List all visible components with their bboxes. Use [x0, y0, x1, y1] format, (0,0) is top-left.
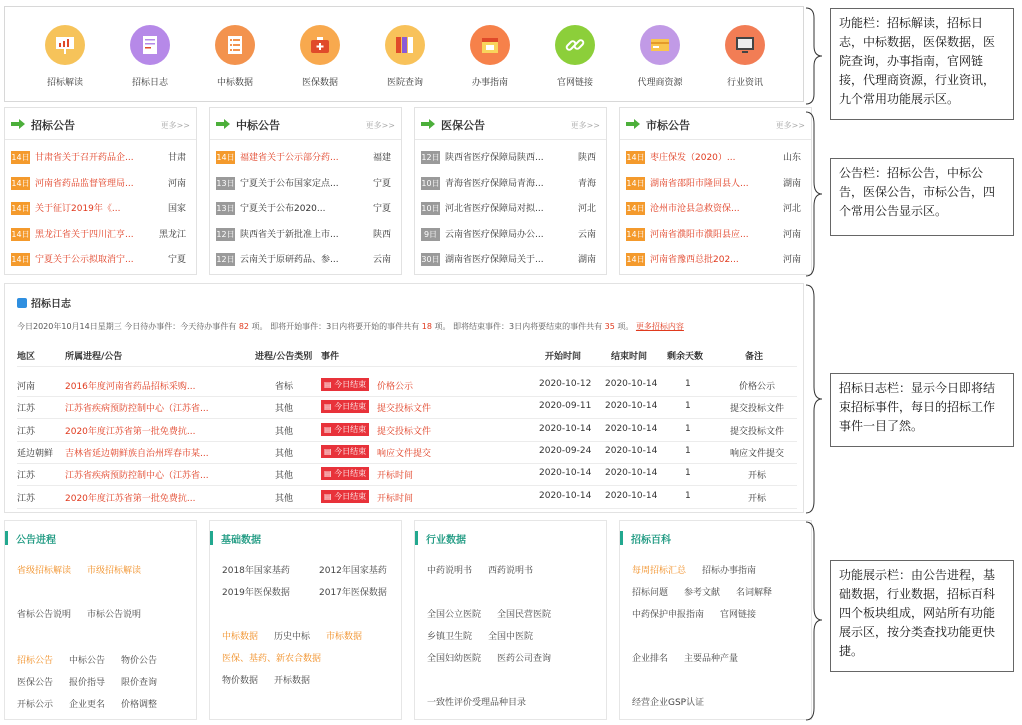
panel-link[interactable]: 中标公告 [69, 656, 106, 666]
announcement-link[interactable]: 宁夏关于公示拟取消宁... [35, 255, 134, 265]
cell-event[interactable]: 价格公示 [377, 382, 414, 392]
func-item-guide[interactable] [450, 25, 530, 88]
more-bid-link[interactable]: 更多招标内容 [635, 322, 684, 331]
arrow-right-icon [11, 119, 25, 129]
announcement-link[interactable]: 河南省濮阳市濮阳县应... [650, 229, 749, 240]
divider [17, 463, 797, 464]
announcement-link[interactable]: 关于征订2019年《... [35, 204, 121, 214]
panel-link[interactable]: 开标公示 [17, 700, 54, 710]
chart-board-icon [45, 25, 85, 65]
cell-event[interactable]: 开标时间 [377, 493, 414, 504]
region-label: 黑龙江 [158, 229, 186, 240]
panel-link[interactable]: 市标数据 [326, 632, 363, 642]
monitor-icon [725, 25, 765, 65]
panel-link[interactable]: 市级招标解读 [87, 566, 142, 576]
date-badge: 12日 [216, 255, 235, 264]
divider [17, 396, 797, 397]
panel-link[interactable]: 企业更名 [69, 700, 106, 710]
announcement-title[interactable]: 中标公告 [236, 119, 280, 132]
panel-link[interactable]: 2019年医保数据 [222, 588, 290, 598]
panel-link[interactable]: 价格调整 [121, 700, 158, 710]
col-header: 事件 [321, 352, 340, 362]
announcement-link[interactable]: 云南关于原研药品、参... [240, 255, 339, 265]
announcement-link[interactable]: 湖南省邵阳市隆回县人... [650, 178, 749, 189]
edit-icon: ▤ [324, 491, 332, 501]
status-badge: ▤ 今日结束 [321, 490, 369, 503]
func-item-hospital-query[interactable] [365, 25, 445, 88]
table-row[interactable] [5, 443, 805, 463]
panel-link[interactable]: 每周招标汇总 [632, 566, 687, 576]
col-header: 进程/公告类别 [255, 352, 313, 362]
col-header: 剩余天数 [667, 352, 704, 362]
panel-link[interactable]: 2012年国家基药 [319, 566, 387, 576]
announcement-row[interactable] [11, 252, 192, 268]
cell-start: 2020-10-14 [539, 468, 592, 479]
date-badge: 14日 [11, 178, 30, 188]
date-badge: 14日 [11, 229, 30, 239]
func-item-bid-log[interactable] [110, 25, 190, 88]
panel-link[interactable]: 全国公立医院 [427, 610, 482, 620]
func-label: 官网链接 [556, 78, 593, 88]
cell-type: 其他 [275, 426, 294, 437]
announcement-row[interactable] [626, 252, 807, 268]
announcement-row[interactable] [11, 201, 192, 217]
func-label: 行业资讯 [726, 78, 763, 88]
region-label: 宁夏 [372, 204, 391, 214]
list-icon [215, 25, 255, 65]
panel-link[interactable]: 经营企业GSP认证 [632, 698, 705, 708]
cell-project[interactable]: 2020年度江苏省第一批免费抗... [65, 426, 196, 437]
announcement-row[interactable] [626, 150, 807, 166]
col-header: 地区 [17, 352, 36, 362]
date-badge: 14日 [11, 153, 30, 162]
bid-log-title: 招标日志 [17, 295, 71, 310]
func-item-winning-data[interactable] [195, 25, 275, 88]
panel-title: 招标百科 [620, 531, 671, 545]
status-badge: ▤ 今日结束 [321, 445, 369, 458]
bid-log-summary: 今日2020年10月14日星期三 今日待办事件：今天待办事件有 82 项。 即将开始事件：3日内将要开始的事件共有 18 项。 即将结束事件：3日内将要结束的事件共有 35 项。 更多招标内容 [17, 322, 684, 331]
panel-link[interactable]: 市标公告说明 [87, 610, 142, 620]
announcement-row[interactable] [626, 176, 807, 192]
date-badge: 13日 [216, 178, 235, 188]
function-panel [4, 520, 197, 720]
announcement-link[interactable]: 云南省医疗保障局办公... [445, 229, 544, 240]
link-icon [555, 25, 595, 65]
panel-link[interactable]: 招标问题 [632, 588, 669, 598]
date-badge: 14日 [626, 204, 645, 213]
panel-link[interactable]: 医保公告 [17, 678, 54, 688]
panel-link[interactable]: 中药说明书 [427, 566, 473, 576]
today-count[interactable]: 82 [238, 322, 249, 331]
edit-icon: ▤ [324, 402, 332, 412]
func-label: 办事指南 [471, 78, 508, 88]
panel-link[interactable]: 物价公告 [121, 656, 158, 666]
func-item-agent-resources[interactable] [620, 25, 700, 88]
region-label: 陕西 [577, 153, 596, 163]
note-announcement-bar: 公告栏：招标公告，中标公告，医保公告，市标公告，四个常用公告显示区。 [830, 158, 1014, 236]
date-badge: 10日 [421, 204, 440, 213]
cell-start: 2020-10-14 [539, 490, 592, 501]
announcement-row[interactable] [626, 227, 807, 243]
cell-event[interactable]: 提交投标文件 [377, 404, 432, 415]
cell-region: 江苏 [17, 471, 36, 482]
announcement-row[interactable] [11, 227, 192, 243]
announcement-row[interactable] [216, 252, 397, 268]
announcement-link[interactable]: 福建省关于公示部分药... [240, 153, 339, 163]
cell-event[interactable]: 提交投标文件 [377, 426, 432, 437]
status-badge: ▤ 今日结束 [321, 378, 369, 391]
cell-note: 价格公示 [738, 382, 775, 392]
panel-link[interactable]: 西药说明书 [488, 566, 534, 576]
table-row[interactable] [5, 376, 805, 396]
announcement-row[interactable] [421, 252, 602, 268]
cards-icon [640, 25, 680, 65]
cell-end: 2020-10-14 [605, 468, 658, 479]
announcement-link[interactable]: 河南省药品监督管理局... [35, 178, 134, 189]
date-badge: 14日 [626, 255, 645, 264]
announcement-header [620, 108, 811, 140]
announcement-link[interactable]: 甘肃省关于召开药品企... [35, 153, 134, 163]
region-label: 湖南 [782, 178, 801, 189]
panel-link[interactable]: 医药公司查询 [497, 654, 552, 664]
bid-log-panel [4, 283, 804, 513]
announcement-row[interactable] [11, 150, 192, 166]
panel-link[interactable]: 招标公告 [17, 656, 54, 666]
announcement-row[interactable] [421, 201, 602, 217]
region-label: 宁夏 [167, 255, 186, 265]
panel-link[interactable]: 医保、基药、新农合数据 [222, 654, 322, 664]
table-row[interactable] [5, 488, 805, 508]
cell-type: 其他 [275, 448, 294, 459]
panel-link[interactable]: 全国民营医院 [497, 610, 552, 620]
brace-icon [804, 110, 826, 278]
edit-icon: ▤ [324, 469, 332, 479]
more-link[interactable]: 更多>> [365, 121, 395, 130]
announcement-header [415, 108, 606, 140]
panel-link[interactable]: 2017年医保数据 [319, 588, 387, 598]
cell-end: 2020-10-14 [605, 423, 658, 434]
cell-region: 河南 [17, 382, 36, 392]
col-header: 结束时间 [611, 352, 648, 362]
announcement-row[interactable] [216, 227, 397, 243]
date-badge: 13日 [216, 204, 235, 213]
func-item-bid-interpret[interactable] [25, 25, 105, 88]
announcement-link[interactable]: 河北省医疗保障局对拟... [445, 204, 544, 214]
date-badge: 14日 [11, 204, 30, 213]
panel-link[interactable]: 一致性评价受理品种目录 [427, 698, 527, 708]
cell-end: 2020-10-14 [605, 445, 658, 456]
more-link[interactable]: 更多>> [570, 121, 600, 130]
note-function-bar: 功能栏：招标解读，招标日志，中标数据，医保数据，医院查询，办事指南，官网链接，代理商资源，行业资讯，九个常用功能展示区。 [830, 8, 1014, 120]
region-label: 甘肃 [167, 153, 186, 163]
cell-region: 江苏 [17, 493, 36, 504]
status-badge: ▤ 今日结束 [321, 400, 369, 413]
region-label: 宁夏 [372, 178, 391, 189]
cell-type: 其他 [275, 493, 294, 504]
upcoming-count[interactable]: 18 [421, 322, 432, 331]
func-item-industry-news[interactable] [705, 25, 785, 88]
panel-link[interactable]: 物价数据 [222, 676, 259, 686]
announcement-row[interactable] [216, 176, 397, 192]
calendar-icon [470, 25, 510, 65]
date-badge: 10日 [421, 178, 440, 188]
cell-project[interactable]: 江苏省疾病预防控制中心（江苏省... [65, 471, 209, 482]
brace-icon [804, 520, 826, 722]
func-label: 医院查询 [386, 78, 423, 88]
cell-days: 1 [685, 401, 691, 412]
function-panel [414, 520, 607, 720]
announcement-box [619, 107, 812, 275]
date-badge: 14日 [626, 153, 645, 162]
region-label: 陕西 [372, 229, 391, 240]
func-label: 代理商资源 [637, 78, 683, 88]
folders-icon [385, 25, 425, 65]
date-badge: 9日 [421, 228, 440, 241]
panel-link[interactable]: 2018年国家基药 [222, 566, 290, 576]
region-label: 河南 [167, 178, 186, 189]
checkbox-icon [17, 298, 27, 308]
date-badge: 12日 [421, 153, 440, 162]
function-bar [4, 6, 804, 102]
announcement-row[interactable] [421, 227, 602, 243]
region-label: 河南 [782, 255, 801, 265]
cell-note: 提交投标文件 [729, 404, 784, 415]
cell-project[interactable]: 2016年度河南省药品招标采购... [65, 382, 196, 392]
cell-end: 2020-10-14 [605, 379, 658, 389]
func-label: 招标解读 [46, 78, 83, 88]
announcement-title[interactable]: 市标公告 [646, 119, 690, 132]
cell-start: 2020-10-12 [539, 379, 592, 389]
cell-start: 2020-09-24 [539, 445, 592, 456]
cell-type: 其他 [275, 471, 294, 482]
region-label: 河北 [782, 204, 801, 214]
announcement-link[interactable]: 青海省医疗保障局青海... [445, 178, 544, 189]
cell-days: 1 [685, 379, 691, 389]
cell-note: 开标 [747, 493, 766, 504]
divider [17, 485, 797, 486]
cell-region: 江苏 [17, 426, 36, 437]
announcement-row[interactable] [11, 176, 192, 192]
panel-link[interactable]: 省标公告说明 [17, 610, 72, 620]
announcement-title[interactable]: 医保公告 [441, 119, 485, 132]
region-label: 云南 [577, 229, 596, 240]
edit-icon: ▤ [324, 424, 332, 434]
announcement-link[interactable]: 湖南省医疗保障局关于... [445, 255, 544, 265]
region-label: 河北 [577, 204, 596, 214]
announcement-link[interactable]: 河南省豫西总批202... [650, 255, 739, 265]
panel-link[interactable]: 中药保护申报指南 [632, 610, 705, 620]
note-function-display: 功能展示栏：由公告进程，基础数据，行业数据，招标百科四个板块组成，网站所有功能展示区，按分类查找功能更快捷。 [830, 560, 1014, 672]
panel-title: 公告进程 [5, 531, 56, 545]
panel-title: 行业数据 [415, 531, 466, 545]
panel-link[interactable]: 参考文献 [684, 588, 721, 598]
panel-link[interactable]: 省级招标解读 [17, 566, 72, 576]
date-badge: 14日 [11, 255, 30, 264]
announcement-box [4, 107, 197, 275]
arrow-right-icon [421, 119, 435, 129]
func-label: 中标数据 [216, 78, 253, 88]
panel-link[interactable]: 招标办事指南 [702, 566, 757, 576]
cell-type: 其他 [275, 404, 294, 415]
status-badge: ▤ 今日结束 [321, 467, 369, 480]
date-badge: 14日 [626, 229, 645, 239]
region-label: 山东 [782, 153, 801, 163]
announcement-row[interactable] [216, 201, 397, 217]
panel-title: 基础数据 [210, 531, 261, 545]
cell-type: 省标 [275, 382, 294, 392]
table-row[interactable] [5, 421, 805, 441]
cell-note: 响应文件提交 [729, 448, 784, 459]
col-header: 开始时间 [545, 352, 582, 362]
panel-link[interactable]: 全国中医院 [488, 632, 534, 642]
edit-icon: ▤ [324, 446, 332, 456]
announcement-header [210, 108, 401, 140]
panel-link[interactable]: 历史中标 [274, 632, 311, 642]
panel-link[interactable]: 名词解释 [736, 588, 773, 598]
announcement-row[interactable] [626, 201, 807, 217]
cell-project[interactable]: 2020年度江苏省第一批免费抗... [65, 493, 196, 504]
col-header: 备注 [745, 352, 764, 362]
region-label: 青海 [577, 178, 596, 189]
medkit-icon [300, 25, 340, 65]
table-row[interactable] [5, 465, 805, 485]
cell-event[interactable]: 开标时间 [377, 471, 414, 482]
func-item-insurance-data[interactable] [280, 25, 360, 88]
arrow-right-icon [626, 119, 640, 129]
region-label: 河南 [782, 229, 801, 240]
more-link[interactable]: 更多>> [775, 121, 805, 130]
announcement-row[interactable] [421, 176, 602, 192]
date-badge: 14日 [626, 178, 645, 188]
panel-link[interactable]: 官网链接 [720, 610, 757, 620]
cell-start: 2020-09-11 [539, 401, 592, 412]
cell-region: 江苏 [17, 404, 36, 415]
cell-days: 1 [685, 468, 691, 479]
announcement-link[interactable]: 枣庄保发（2020）... [650, 153, 736, 163]
function-panel [619, 520, 812, 720]
panel-link[interactable]: 开标数据 [274, 676, 311, 686]
document-icon [130, 25, 170, 65]
cell-days: 1 [685, 490, 691, 501]
announcement-link[interactable]: 宁夏关于公布国家定点... [240, 178, 339, 189]
panel-link[interactable]: 主要品种产量 [684, 654, 739, 664]
cell-end: 2020-10-14 [605, 490, 658, 501]
divider [17, 366, 797, 367]
status-badge: ▤ 今日结束 [321, 423, 369, 436]
cell-days: 1 [685, 445, 691, 456]
announcement-header [5, 108, 196, 140]
region-label: 国家 [167, 204, 186, 214]
panel-link[interactable]: 中标数据 [222, 632, 259, 642]
cell-region: 延边朝鲜 [17, 448, 54, 459]
col-header: 所属进程/公告 [65, 352, 123, 362]
announcement-link[interactable]: 宁夏关于公布2020... [240, 204, 326, 214]
ending-count[interactable]: 35 [604, 322, 615, 331]
announcement-link[interactable]: 陕西省医疗保障局陕西... [445, 153, 544, 163]
date-badge: 12日 [216, 229, 235, 239]
announcement-link[interactable]: 陕西省关于新批准上市... [240, 229, 339, 240]
note-bid-log: 招标日志栏：显示今日即将结束招标事件，每日的招标工作事件一目了然。 [830, 373, 1014, 447]
region-label: 云南 [372, 255, 391, 265]
date-badge: 14日 [216, 153, 235, 162]
panel-link[interactable]: 乡镇卫生院 [427, 632, 473, 642]
cell-note: 提交投标文件 [729, 426, 784, 437]
cell-project[interactable]: 吉林省延边朝鲜族自治州珲春市某... [65, 448, 209, 459]
panel-link[interactable]: 全国妇幼医院 [427, 654, 482, 664]
announcement-box [414, 107, 607, 275]
date-badge: 30日 [421, 255, 440, 264]
announcement-row[interactable] [421, 150, 602, 166]
arrow-right-icon [216, 119, 230, 129]
table-row[interactable] [5, 398, 805, 418]
cell-event[interactable]: 响应文件提交 [377, 448, 432, 459]
cell-end: 2020-10-14 [605, 401, 658, 412]
func-label: 医保数据 [301, 78, 338, 88]
panel-link[interactable]: 企业排名 [632, 654, 669, 664]
cell-note: 开标 [747, 471, 766, 482]
cell-start: 2020-10-14 [539, 423, 592, 434]
panel-link[interactable]: 限价查询 [121, 678, 158, 688]
cell-days: 1 [685, 423, 691, 434]
announcement-box [209, 107, 402, 275]
announcement-link[interactable]: 沧州市沧县急救资保... [650, 204, 740, 214]
region-label: 福建 [372, 153, 391, 163]
cell-project[interactable]: 江苏省疾病预防控制中心（江苏省... [65, 404, 209, 415]
announcement-row[interactable] [216, 150, 397, 166]
func-item-official-link[interactable] [535, 25, 615, 88]
divider [17, 441, 797, 442]
announcement-link[interactable]: 黑龙江省关于四川汇亨... [35, 229, 134, 240]
brace-icon [804, 283, 826, 515]
more-link[interactable]: 更多>> [160, 121, 190, 130]
func-label: 招标日志 [131, 78, 168, 88]
announcement-title[interactable]: 招标公告 [31, 119, 75, 132]
divider [17, 418, 797, 419]
region-label: 湖南 [577, 255, 596, 265]
panel-link[interactable]: 报价指导 [69, 678, 106, 688]
edit-icon: ▤ [324, 380, 332, 389]
function-panel [209, 520, 402, 720]
divider [17, 508, 797, 509]
brace-icon [804, 6, 826, 106]
